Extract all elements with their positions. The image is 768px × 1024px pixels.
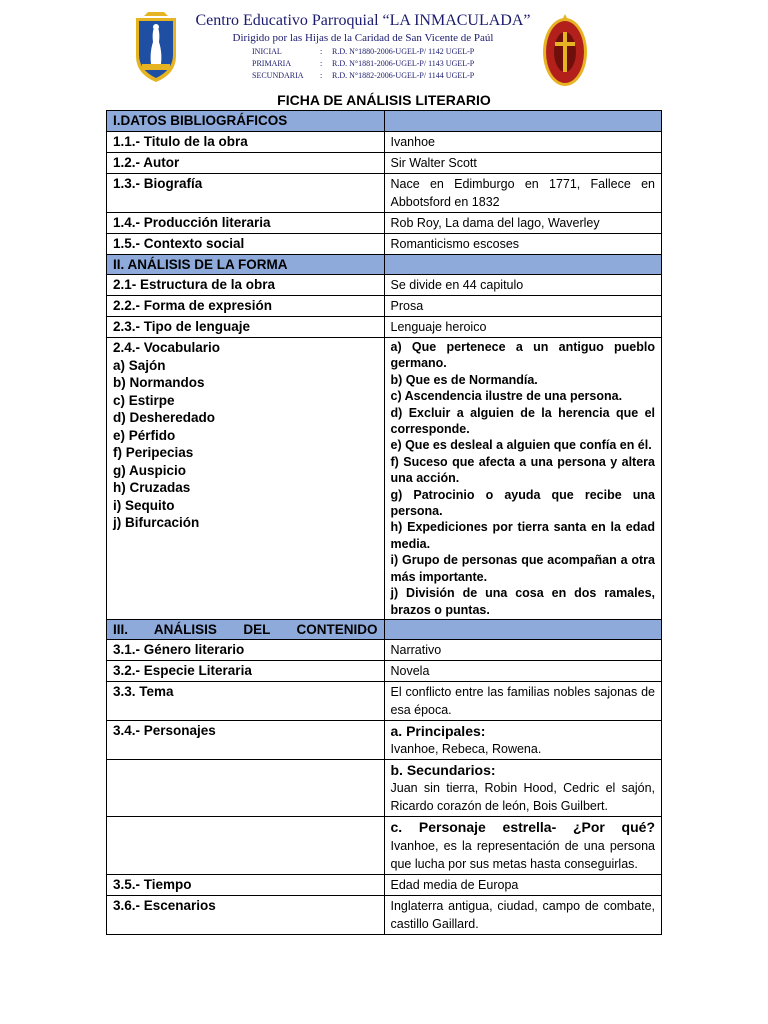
table-row (107, 275, 662, 296)
characters-secondary (384, 760, 662, 817)
section-title-3: III. ANÁLISIS DEL CONTENIDO (107, 619, 385, 640)
table-row (107, 661, 662, 682)
vocab-definition: d) Excluir a alguien de la herencia que el corresponde. (390, 405, 655, 437)
row-value: Sir Walter Scott (384, 152, 662, 173)
star-value: Ivanhoe, es la representación de una persona que lucha por sus metas hasta conseguirlas. (390, 839, 655, 872)
vocab-word: h) Cruzadas (113, 480, 191, 495)
row-label: 1.5.- Contexto social (107, 233, 385, 254)
registration-inicial: INICIAL : R.D. N°1880-2006-UGEL-P/ 1142 UGEL-P (252, 47, 475, 56)
section-title-1: I.DATOS BIBLIOGRÁFICOS (107, 111, 385, 132)
document-title: FICHA DE ANÁLISIS LITERARIO (277, 92, 491, 108)
principal-value: Ivanhoe, Rebeca, Rowena. (390, 742, 542, 757)
characters-star (384, 817, 662, 875)
row-value: Rob Roy, La dama del lago, Waverley (384, 212, 662, 233)
section-title-2: II. ANÁLISIS DE LA FORMA (107, 254, 385, 275)
vocab-word: f) Peripecias (113, 445, 194, 460)
vocab-definition: a) Que pertenece a un antiguo pueblo germano. (390, 340, 655, 371)
characters-secondary-row (107, 760, 662, 817)
vocab-definition: c) Ascendencia ilustre de una persona. (390, 389, 623, 404)
principal-title: a. Principales: (390, 723, 486, 740)
row-value: Prosa (384, 296, 662, 317)
row-value: Romanticismo escoses (384, 233, 662, 254)
vocab-definition: j) División de una cosa en dos ramales, brazos o puntas. (390, 586, 655, 617)
row-label: 3.4.- Personajes (107, 721, 385, 760)
row-label: 1.2.- Autor (107, 152, 385, 173)
vocabulary-row (107, 338, 662, 620)
characters-star-row (107, 817, 662, 875)
row-label: 2.3.- Tipo de lenguaje (107, 317, 385, 338)
row-value: Lenguaje heroico (384, 317, 662, 338)
row-label: 2.1- Estructura de la obra (107, 275, 385, 296)
vocabulary-definitions (384, 338, 662, 620)
registration-primaria: PRIMARIA : R.D. N°1881-2006-UGEL-P/ 1143 UGEL-P (252, 59, 475, 68)
table-row (107, 233, 662, 254)
registration-secundaria: SECUNDARIA : R.D. N°1882-2006-UGEL-P/ 1144 UGEL-P (252, 71, 475, 80)
table-row (107, 131, 662, 152)
vocab-word: g) Auspicio (113, 462, 186, 478)
section-header-3 (107, 619, 662, 640)
row-label: 3.1.- Género literario (107, 640, 385, 661)
vocab-word: i) Sequito (113, 497, 175, 513)
section-header-1 (107, 111, 662, 132)
vocab-definition: e) Que es desleal a alguien que confía en él. (390, 438, 652, 453)
table-row (107, 173, 662, 212)
vocab-word: c) Estirpe (113, 392, 175, 408)
star-title: c. Personaje estrella- ¿Por qué? (390, 819, 655, 836)
vocab-definition: i) Grupo de personas que acompañan a otra más importante. (390, 553, 655, 584)
sacred-heart-logo (541, 12, 589, 88)
vocab-definition: h) Expediciones por tierra santa en la edad media. (390, 520, 655, 551)
row-value: Inglaterra antigua, ciudad, campo de combate, castillo Gaillard. (384, 896, 662, 935)
row-value: Nace en Edimburgo en 1771, Fallece en Abbotsford en 1832 (384, 173, 662, 212)
row-value: El conflicto entre las familias nobles sajonas de esa época. (384, 682, 662, 721)
vocabulary-label: 2.4.- Vocabulario (113, 340, 221, 355)
vocab-word: e) Pérfido (113, 427, 176, 443)
vocabulary-list (107, 338, 385, 620)
table-row (107, 152, 662, 173)
row-label: 1.1.- Titulo de la obra (107, 131, 385, 152)
secondary-value: Juan sin tierra, Robin Hood, Cedric el sajón, Ricardo corazón de león, Bois Guilbert. (390, 781, 655, 814)
school-name: Centro Educativo Parroquial “LA INMACULADA” (195, 12, 531, 29)
row-label: 2.2.- Forma de expresión (107, 296, 385, 317)
row-value: Novela (384, 661, 662, 682)
row-label: 3.3. Tema (107, 682, 385, 721)
table-row (107, 317, 662, 338)
vocab-definition: f) Suceso que afecta a una persona y altera una acción. (390, 454, 655, 486)
table-row (107, 640, 662, 661)
school-subtitle: Dirigido por las Hijas de la Caridad de San Vicente de Paúl (232, 32, 494, 44)
table-row (107, 212, 662, 233)
table-row (107, 875, 662, 896)
row-label: 1.4.- Producción literaria (107, 212, 385, 233)
row-label: 3.5.- Tiempo (107, 875, 385, 896)
vocab-definition: b) Que es de Normandía. (390, 372, 538, 387)
vocab-word: b) Normandos (113, 375, 205, 390)
vocab-definition: g) Patrocinio o ayuda que recibe una persona. (390, 487, 655, 519)
table-row (107, 896, 662, 935)
row-value: Edad media de Europa (384, 875, 662, 896)
table-row (107, 296, 662, 317)
row-label: 1.3.- Biografía (107, 173, 385, 212)
page-header (0, 0, 768, 90)
vocab-word: a) Sajón (113, 357, 166, 373)
characters-principal (384, 721, 662, 760)
vocab-word: j) Bifurcación (113, 515, 200, 530)
row-value: Narrativo (384, 640, 662, 661)
analysis-table (106, 110, 662, 935)
row-label: 3.2.- Especie Literaria (107, 661, 385, 682)
table-row (107, 682, 662, 721)
school-shield-logo (134, 12, 178, 84)
characters-principal-row (107, 721, 662, 760)
section-header-2 (107, 254, 662, 275)
row-value: Se divide en 44 capitulo (384, 275, 662, 296)
secondary-title: b. Secundarios: (390, 762, 496, 779)
vocab-word: d) Desheredado (113, 410, 216, 425)
row-value: Ivanhoe (384, 131, 662, 152)
row-label: 3.6.- Escenarios (107, 896, 385, 935)
